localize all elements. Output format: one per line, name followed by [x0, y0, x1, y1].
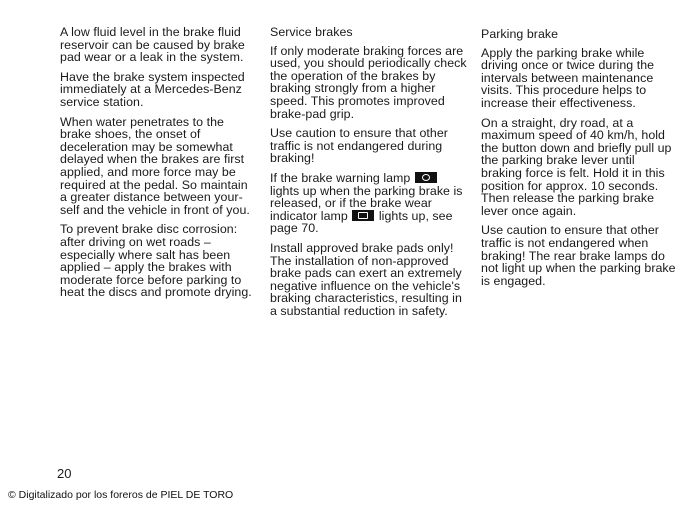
paragraph-procedure: On a straight, dry road, at a maximum speed of 40 km/h, hold the button down and briefly pull up the parking brake lever until braking force is felt. Hold it in this position for approx. 10 seconds. Then release the parking brake lever once again. [481, 115, 672, 218]
column-service-brakes [270, 26, 470, 324]
paragraph-corrosion: To prevent brake disc corrosion: after driving on wet roads – especially where salt has been applied – apply the brakes with moderate force before parking to heat the discs and promote drying. [60, 222, 252, 300]
page-number: 20 [57, 466, 72, 481]
warning-text-a: If the brake warning lamp [270, 170, 411, 185]
warning-text-c: lights up, see page 70. [270, 208, 453, 236]
brake-wear-indicator-icon [352, 210, 374, 221]
paragraph-approved-pads: Install approved brake pads only! The installation of non-approved brake pads can exert an extremely negative influence on the vehicle's braking characteristics, resulting in a substantial reduction in safety. [270, 240, 462, 318]
paragraph-warning-lamps [270, 172, 470, 235]
paragraph-moderate-braking: If only moderate braking forces are used, you should periodically check the operation of the brakes by braking strongly from a higher speed. This promotes improved brake-pad grip. [270, 43, 467, 121]
paragraph-caution-traffic: Use caution to ensure that other traffic is not endangered during braking! [270, 126, 448, 166]
heading-service-brakes: Service brakes [270, 25, 353, 39]
paragraph-caution-rear-lamps: Use caution to ensure that other traffic is not endangered when braking! The rear brake lamps do not light up when the parking brake is engaged. [481, 223, 676, 288]
paragraph-apply-parking-brake: Apply the parking brake while driving once or twice during the intervals between maintenance visits. This procedure helps to increase their effectiveness. [481, 45, 655, 110]
column-parking-brake [481, 28, 677, 294]
brake-warning-lamp-icon [415, 172, 437, 183]
paragraph-fluid-level: A low fluid level in the brake fluid reservoir can be caused by brake pad wear or a leak in the system. [60, 25, 245, 65]
scan-credit: © Digitalizado por los foreros de PIEL DE TORO [8, 489, 234, 501]
paragraph-inspection: Have the brake system inspected immediately at a Mercedes-Benz service station. [60, 69, 245, 109]
column-brake-fluid [60, 26, 258, 306]
warning-text-b: lights up when the parking brake is released, or if the brake wear indicator lamp [270, 183, 463, 223]
heading-parking-brake: Parking brake [481, 27, 559, 41]
paragraph-water-brakes: When water penetrates to the brake shoes, the onset of deceleration may be somewhat delayed when the brakes are first applied, and more force may be required at the pedal. So maintain a greater distance between your-self and the vehicle in front of you. [60, 114, 250, 217]
